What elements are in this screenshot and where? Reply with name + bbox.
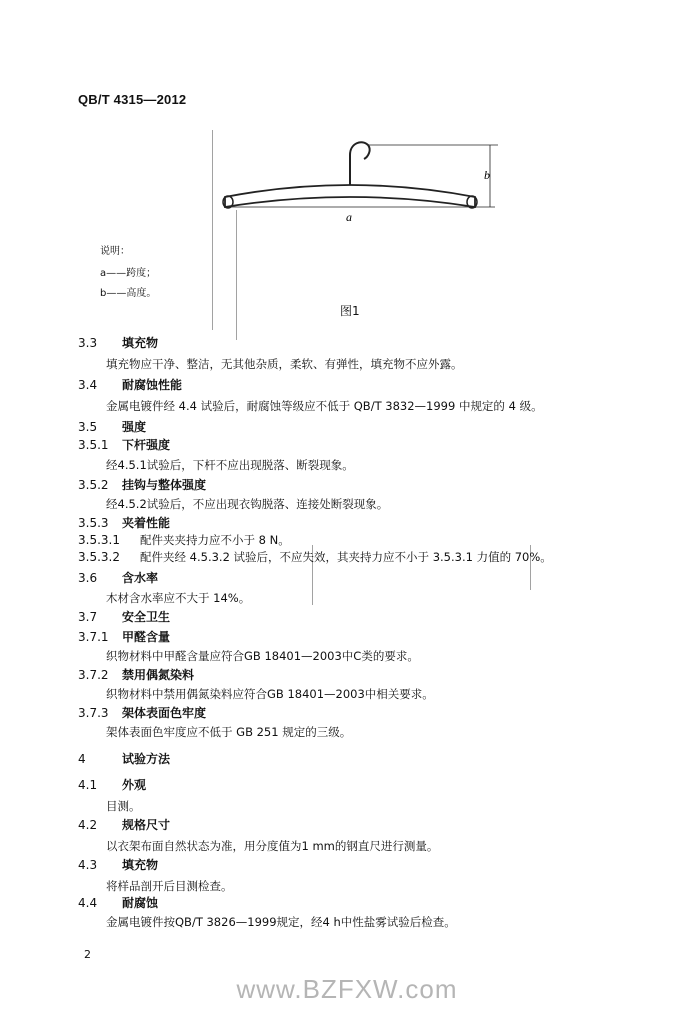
- section-number: 4.1: [78, 778, 98, 792]
- dimension-b-label: b: [484, 168, 490, 182]
- page-number: 2: [84, 948, 91, 961]
- section-title: 禁用偶氮染料: [122, 668, 195, 682]
- section-number: 3.7.1: [78, 630, 109, 644]
- section-title: 夹着性能: [122, 516, 171, 530]
- section-heading: [78, 549, 552, 565]
- hanger-hook: [350, 142, 370, 185]
- legend-b: b——高度。: [100, 288, 157, 299]
- section-title: 填充物: [122, 858, 159, 872]
- section-title: 甲醛含量: [122, 630, 171, 644]
- section-heading: [78, 476, 206, 493]
- section-heading: [78, 704, 206, 721]
- section-number: 3.5: [78, 420, 98, 434]
- section-heading: [78, 532, 290, 548]
- watermark: www.BZFXW.com: [236, 974, 458, 1004]
- section-number: 3.5.3.2: [78, 550, 120, 564]
- section-heading: [78, 666, 194, 683]
- section-body: 填充物应干净、整洁，无其他杂质，柔软、有弹性，填充物不应外露。: [106, 357, 463, 371]
- section-heading: [78, 514, 170, 531]
- section-heading: [78, 608, 170, 625]
- section-body: 架体表面色牢度应不低于 GB 251 规定的三级。: [106, 725, 352, 739]
- section-body: 木材含水率应不大于 14%。: [106, 591, 251, 605]
- section-body: 经4.5.1试验后，下杆不应出现脱落、断裂现象。: [106, 458, 354, 472]
- section-number: 3.5.2: [78, 478, 109, 492]
- section-body: 配件夹夹持力应不小于 8 N。: [140, 533, 290, 547]
- section-title: 耐腐蚀性能: [122, 378, 183, 392]
- section-number: 3.5.3.1: [78, 533, 120, 547]
- section-number: 4: [78, 752, 86, 766]
- section-body: 将样品剖开后目测检查。: [106, 879, 233, 893]
- section-body: 以衣架布面自然状态为准，用分度值为1 mm的钢直尺进行测量。: [106, 839, 439, 853]
- section-number: 4.3: [78, 858, 98, 872]
- section-title: 架体表面色牢度: [122, 706, 207, 720]
- section-heading: [78, 816, 170, 833]
- figure-caption: 图1: [340, 304, 360, 318]
- section-heading: [78, 856, 158, 873]
- section-title: 含水率: [122, 571, 159, 585]
- section-number: 3.7.2: [78, 668, 109, 682]
- section-heading: [78, 750, 170, 767]
- standard-number: QB/T 4315—2012: [78, 92, 187, 107]
- hanger-figure: [200, 135, 520, 225]
- section-number: 3.3: [78, 336, 98, 350]
- section-body: 金属电镀件按QB/T 3826—1999规定，经4 h中性盐雾试验后检查。: [106, 915, 456, 929]
- legend-a: a——跨度；: [100, 268, 157, 279]
- section-title: 规格尺寸: [122, 818, 171, 832]
- section-title: 试验方法: [122, 752, 171, 766]
- section-number: 4.4: [78, 896, 98, 910]
- section-heading: [78, 628, 170, 645]
- section-title: 外观: [122, 778, 147, 792]
- section-number: 3.6: [78, 571, 98, 585]
- section-title: 填充物: [122, 336, 159, 350]
- section-heading: [78, 894, 158, 911]
- section-number: 3.7: [78, 610, 98, 624]
- section-heading: [78, 334, 158, 351]
- section-heading: [78, 776, 146, 793]
- section-heading: [78, 418, 146, 435]
- section-body: 织物材料中甲醛含量应符合GB 18401—2003中C类的要求。: [106, 649, 419, 663]
- section-title: 耐腐蚀: [122, 896, 159, 910]
- section-heading: [78, 376, 182, 393]
- legend-title: 说明：: [100, 246, 130, 257]
- section-body: 织物材料中禁用偶氮染料应符合GB 18401—2003中相关要求。: [106, 687, 434, 701]
- section-number: 3.5.1: [78, 438, 109, 452]
- section-title: 挂钩与整体强度: [122, 478, 207, 492]
- hanger-bar: [225, 185, 475, 207]
- section-number: 3.4: [78, 378, 98, 392]
- section-title: 下杆强度: [122, 438, 171, 452]
- dimension-a-label: a: [346, 210, 352, 224]
- section-body: 经4.5.2试验后，不应出现衣钩脱落、连接处断裂现象。: [106, 497, 389, 511]
- section-number: 4.2: [78, 818, 98, 832]
- section-heading: [78, 569, 158, 586]
- section-body: 金属电镀件经 4.4 试验后，耐腐蚀等级应不低于 QB/T 3832—1999 中规定的 4 级。: [106, 399, 543, 413]
- section-number: 3.7.3: [78, 706, 109, 720]
- section-title: 强度: [122, 420, 147, 434]
- section-title: 安全卫生: [122, 610, 171, 624]
- section-heading: [78, 436, 170, 453]
- section-number: 3.5.3: [78, 516, 109, 530]
- section-body: 目测。: [106, 799, 141, 813]
- section-body: 配件夹经 4.5.3.2 试验后，不应失效，其夹持力应不小于 3.5.3.1 力值的 70%。: [140, 550, 552, 564]
